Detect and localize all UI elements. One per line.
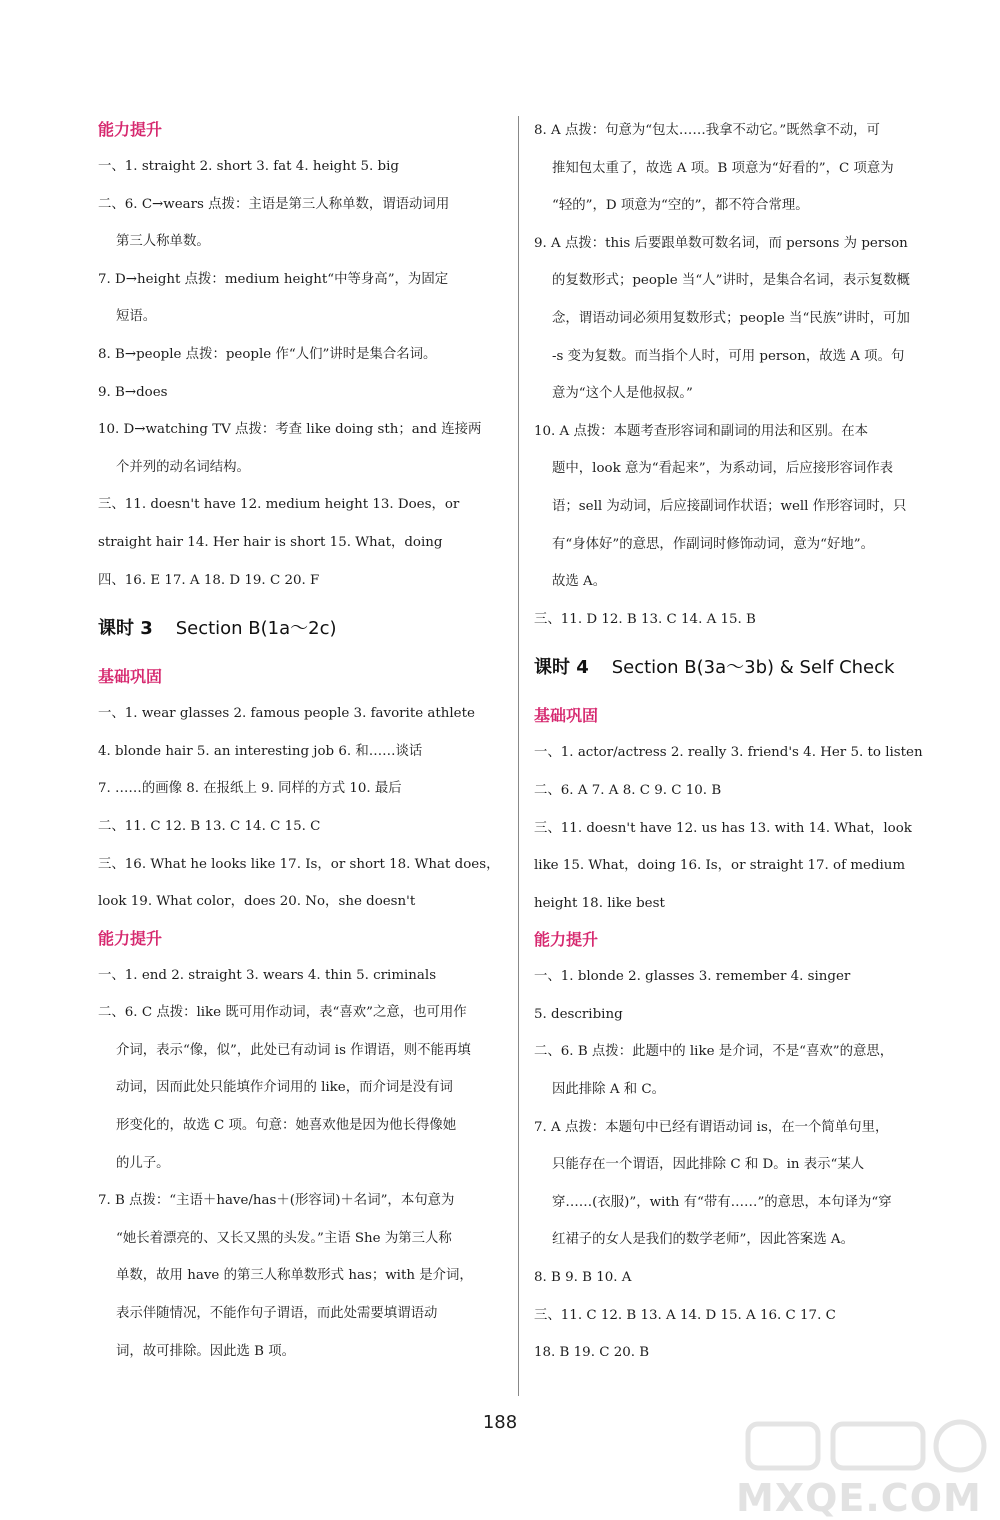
answer-continuation: 念，谓语动词必须用复数形式；people 当“民族”讲时，可加 [552,310,910,326]
answer-continuation: 词，故可排除。因此选 B 项。 [116,1343,296,1359]
answer-continuation: 因此排除 A 和 C。 [552,1082,666,1098]
answer-continuation: 短语。 [116,309,157,325]
answer-line: 9. B→does [98,384,168,400]
answer-line: 18. B 19. C 20. B [534,1345,650,1361]
answer-continuation: 意为“这个人是他叔叔。” [552,386,693,402]
answer-line: 二、6. C→wears 点拨：主语是第三人称单数，谓语动词用 [98,196,450,212]
answer-line: straight hair 14. Her hair is short 15. What，doing [98,534,443,550]
answer-line: 一、1. straight 2. short 3. fat 4. height 5. big [98,159,399,174]
left-column [98,112,502,1370]
answer-line: 一、1. actor/actress 2. really 3. friend's 4. Her 5. to listen [534,745,923,761]
answer-continuation: 个并列的动名词结构。 [116,459,250,475]
answer-continuation: 语；sell 为动词，后应接副词作状语；well 作形容词时，只 [552,498,907,514]
lesson-section: Section B(3a～3b) & Self Check [611,657,895,679]
section-heading: 基础巩固 [98,667,163,687]
answer-continuation: 的复数形式；people 当“人”讲时，是集合名词，表示复数概 [552,273,910,289]
answer-line: 四、16. E 17. A 18. D 19. C 20. F [98,572,320,588]
answer-line: 二、6. C 点拨：like 既可用作动词，表“喜欢”之意，也可用作 [98,1005,467,1021]
answer-continuation: 故选 A。 [552,574,607,590]
answer-continuation: 动词，因而此处只能填作介词用的 like，而介词是没有词 [116,1080,453,1096]
answer-line: 7. A 点拨：本题句中已经有谓语动词 is，在一个简单句里， [534,1119,889,1135]
answer-line: 10. D→watching TV 点拨：考查 like doing sth；and 连接两 [98,422,482,438]
answer-line: 7. ……的画像 8. 在报纸上 9. 同样的方式 10. 最后 [98,781,402,797]
answer-line: 7. D→height 点拨：medium height“中等身高”，为固定 [98,271,449,287]
answer-line: like 15. What，doing 16. Is，or straight 17. of medium [534,858,906,874]
answer-continuation: 推知包太重了，故选 A 项。B 项意为“好看的”，C 项意为 [552,160,894,176]
answer-line: look 19. What color，does 20. No，she doesn't [98,894,416,910]
lesson-section: Section B(1a～2c) [175,618,337,640]
answer-continuation: 穿……(衣服)”，with 有“带有……”的意思，本句译为“穿 [552,1194,892,1210]
answer-line: 三、11. doesn't have 12. us has 13. with 14. What，look [534,820,912,836]
answer-continuation: 的儿子。 [116,1155,170,1171]
answer-line: 三、11. D 12. B 13. C 14. A 15. B [534,611,756,627]
answer-continuation: 第三人称单数。 [116,234,210,250]
section-heading: 基础巩固 [534,706,599,726]
answer-line: 二、6. A 7. A 8. C 9. C 10. B [534,782,722,798]
answer-line: 三、11. doesn't have 12. medium height 13. Does，or [98,497,460,513]
answer-line: 一、1. blonde 2. glasses 3. remember 4. singer [534,969,851,985]
lesson-number: 课时 3 [98,618,153,640]
answer-line: 8. A 点拨：句意为“包太……我拿不动它。”既然拿不动，可 [534,123,880,138]
answer-continuation: 有“身体好”的意思，作副词时修饰动词，意为“好地”。 [552,536,874,552]
answer-line: height 18. like best [534,895,665,911]
answer-continuation: “轻的”，D 项意为“空的”，都不符合常理。 [552,198,809,214]
page-number: 188 [482,1412,518,1433]
answer-continuation: 红裙子的女人是我们的数学老师”，因此答案选 A。 [552,1232,854,1248]
answer-line: 10. A 点拨：本题考查形容词和副词的用法和区别。在本 [534,423,869,439]
answer-continuation: 表示伴随情况，不能作句子谓语，而此处需要填谓语动 [116,1306,438,1322]
answer-line: 二、6. B 点拨：此题中的 like 是介词，不是“喜欢”的意思， [534,1044,894,1060]
answer-line: 三、16. What he looks like 17. Is，or short 18. What does， [98,856,500,872]
answer-continuation: 形变化的，故选 C 项。句意：她喜欢他是因为他长得像她 [116,1118,457,1134]
lesson-number: 课时 4 [534,657,589,679]
watermark-text: MXQE.COM [736,1476,982,1520]
right-column [534,112,938,1372]
answer-line: 7. B 点拨：“主语＋have/has＋(形容词)＋名词”，本句意为 [98,1193,455,1209]
column-divider [518,116,519,1396]
answer-line: 二、11. C 12. B 13. C 14. C 15. C [98,818,321,834]
answer-continuation: -s 变为复数。而当指个人时，可用 person，故选 A 项。句 [552,348,905,364]
answer-line: 一、1. wear glasses 2. famous people 3. favorite athlete [98,706,475,722]
answer-continuation: 题中，look 意为“看起来”，为系动词，后应接形容词作表 [552,461,894,477]
answer-line: 8. B 9. B 10. A [534,1270,632,1286]
answer-line: 三、11. C 12. B 13. A 14. D 15. A 16. C 17. C [534,1307,836,1323]
section-heading: 能力提升 [98,120,163,139]
lesson-title [98,599,502,659]
answer-continuation: 只能存在一个谓语，因此排除 C 和 D。in 表示“某人 [552,1157,865,1173]
lesson-title [534,638,938,698]
answer-line: 一、1. end 2. straight 3. wears 4. thin 5. criminals [98,967,437,983]
answer-continuation: 介词，表示“像，似”，此处已有动词 is 作谓语，则不能再填 [116,1042,471,1058]
answer-line: 5. describing [534,1006,623,1022]
answer-line: 9. A 点拨：this 后要跟单数可数名词，而 persons 为 person [534,235,908,251]
section-heading: 能力提升 [534,930,599,950]
answer-line: 8. B→people 点拨：people 作“人们”讲时是集合名词。 [98,346,437,362]
answer-continuation: 单数，故用 have 的第三人称单数形式 has；with 是介词， [116,1268,473,1284]
answer-continuation: “她长着漂亮的、又长又黑的头发。”主语 She 为第三人称 [116,1230,452,1246]
section-heading: 能力提升 [98,928,163,948]
answer-line: 4. blonde hair 5. an interesting job 6. 和……谈话 [98,743,423,759]
